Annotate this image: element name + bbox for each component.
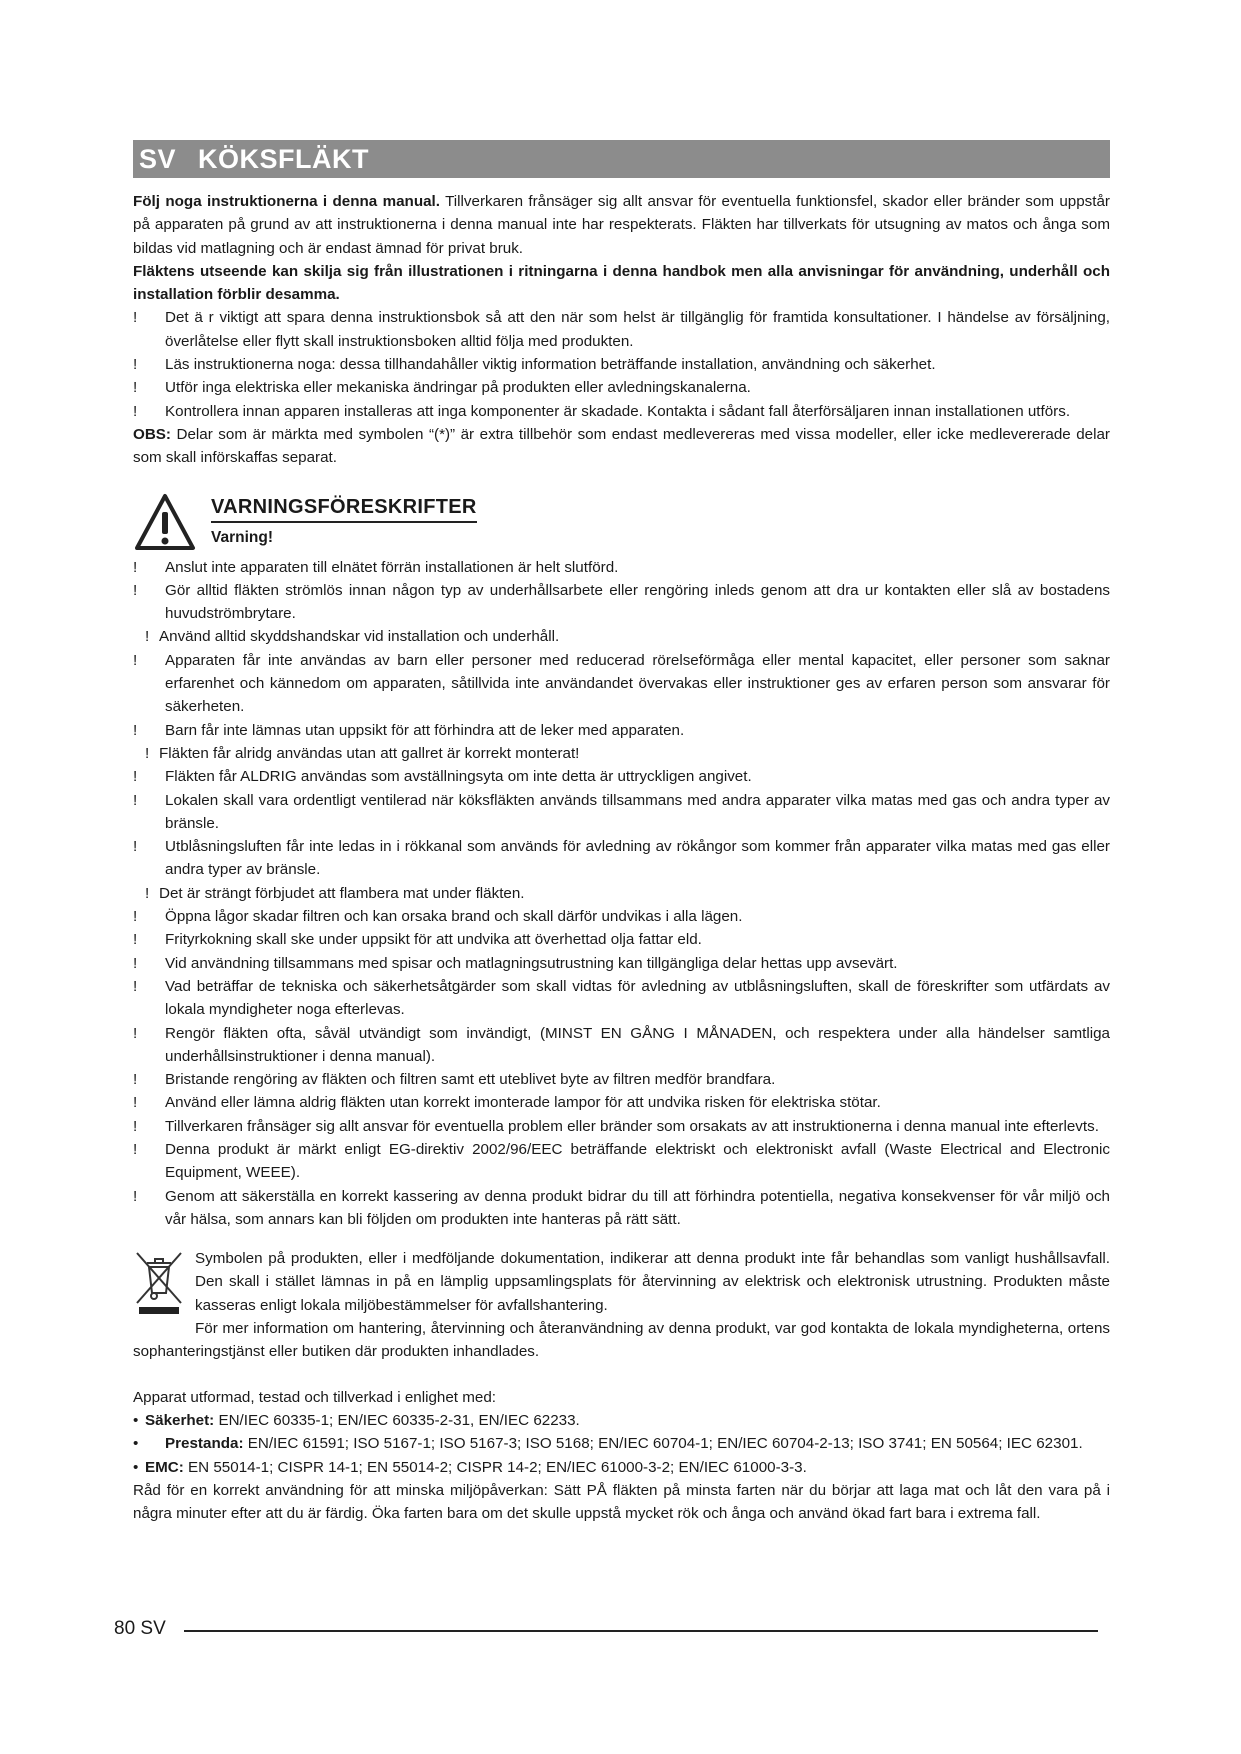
appearance-note: Fläktens utseende kan skilja sig från illustrationen i ritningarna i denna handbok men alla anvisningar för användning, underhåll och installation förblir desamma. (133, 262, 1110, 304)
bullet-marker: ! (133, 908, 138, 926)
bullet-marker: ! (133, 1117, 138, 1135)
bullet-marker: ! (133, 1140, 138, 1158)
bullet-marker: ! (145, 884, 150, 902)
list-item: • EMC: EN 55014-1; CISPR 14-1; EN 55014-2; CISPR 14-2; EN/IEC 61000-3-2; EN/IEC 61000-3-3. (133, 1458, 807, 1476)
warnings-header (133, 492, 1110, 556)
list-item: ! Rengör fläkten ofta, såväl utvändigt som invändigt, (MINST EN GÅNG I MÅNADEN, och respektera under alla händelser samtliga underhållsinstruktioner i denna manual). (133, 1022, 1110, 1069)
weee-section (133, 1247, 1110, 1317)
list-item: ! Apparaten får inte användas av barn eller personer med reducerad rörelseförmåga eller mental kapacitet, eller personer som saknar erfarenhet och kännedom om apparaten, såtillvida inte användandet övervakas eller instruktioner ges av erfaren person som ansvarar för säkerheten. (133, 649, 1110, 719)
bullet-marker: ! (133, 768, 138, 786)
obs-note: OBS: Delar som är märkta med symbolen “(*)” är extra tillbehör som endast medlevereras med vissa modeller, eller icke medlevererade delar som skall införskaffas separat. (133, 425, 1110, 467)
list-item: • Säkerhet: EN/IEC 60335-1; EN/IEC 60335-2-31, EN/IEC 62233. (133, 1412, 580, 1430)
list-item: ! Det ä r viktigt att spara denna instruktionsbok så att den när som helst är tillgänglig för framtida konsultationer. I händelse av försäljning, överlåtelse eller flytt skall instruktionsboken alltid följa med produkten. (133, 306, 1110, 353)
standards-section (133, 1386, 1110, 1526)
weee-text-2: För mer information om hantering, återvinning och återanvändning av denna produkt, var god kontakta de lokala myndigheterna, ortens sophanteringstjänst eller butiken där produkten inhandlades. (133, 1320, 1110, 1361)
page-number: 80 SV (114, 1618, 166, 1639)
list-item: ! Gör alltid fläkten strömlös innan någon typ av underhållsarbete eller rengöring inleds genom att dra ur kontakten eller slå av bostadens huvudströmbrytare. (133, 579, 1110, 626)
bullet-marker: ! (133, 791, 138, 809)
intro-bold: Följ noga instruktionerna i denna manual. (133, 193, 440, 210)
bullet-marker: ! (133, 931, 138, 949)
obs-label: OBS: (133, 425, 171, 443)
intro-text: Tillverkaren frånsäger sig allt ansvar för eventuella funktionsfel, skador eller bränder som uppstår på apparaten på grund av att instruktionerna i denna manual inte har respekterats. Fläkten har tillverkats för utsugning av matos och ånga som bildas vid matlagning och är endast ämnad för privat bruk. (133, 193, 1110, 257)
list-item: ! Denna produkt är märkt enligt EG-direktiv 2002/96/EEC beträffande elektriskt och elektroniskt avfall (Waste Electrical and Electronic Equipment, WEEE). (133, 1138, 1110, 1185)
list-item: ! Frityrkokning skall ske under uppsikt för att undvika att överhettad olja fattar eld. (133, 928, 1110, 951)
list-item: ! Fläkten får alridg användas utan att gallret är korrekt monterat! (133, 742, 1110, 765)
weee-text-1: Symbolen på produkten, eller i medföljande dokumentation, indikerar att denna produkt inte får behandlas som vanligt hushållsavfall. Den skall i stället lämnas in på en lämplig uppsamlingsplats för återvinning av elektrisk och elektronisk utrustning. Produkten måste kasseras enligt lokala miljöbestämmelser för avfallshantering. (195, 1250, 1110, 1314)
bullet-marker: ! (133, 1094, 138, 1112)
bullet-marker: ! (133, 558, 138, 576)
warnings-title: VARNINGSFÖRESKRIFTER (211, 496, 477, 523)
footer-rule (184, 1630, 1098, 1632)
bullet-marker: ! (133, 651, 138, 669)
list-item: ! Anslut inte apparaten till elnätet förrän installationen är helt slutförd. (133, 556, 1110, 579)
intro-paragraph (133, 190, 1110, 260)
bullet-marker: ! (133, 721, 138, 739)
warnings-list (133, 556, 1110, 1232)
section-title: KÖKSFLÄKT (198, 143, 370, 174)
list-item: ! Tillverkaren frånsäger sig allt ansvar för eventuella problem eller bränder som orsakats av att instruktionerna i denna manual inte efterlevts. (133, 1115, 1110, 1138)
list-item: ! Öppna lågor skadar filtren och kan orsaka brand och skall därför undvikas i alla lägen. (133, 905, 1110, 928)
page-footer (114, 1618, 1098, 1640)
list-item: ! Utblåsningsluften får inte ledas in i rökkanal som används för avledning av rökångor som kommer från apparater vilka matas med gas eller andra typer av bränsle. (133, 835, 1110, 882)
list-item: ! Använd alltid skyddshandskar vid installation och underhåll. (133, 625, 1110, 648)
bullet-marker: ! (133, 838, 138, 856)
environment-advice: Råd för en korrekt användning för att minska miljöpåverkan: Sätt PÅ fläkten på minsta farten när du börjar att laga mat och låt den vara på i några minuter efter att du är färdig. Öka farten bara om det skulle uppstå mycket rök och ånga och använd ökad fart bara i extrema fall. (133, 1481, 1110, 1523)
bullet-marker: ! (133, 1187, 138, 1205)
list-item: ! Fläkten får ALDRIG användas som avställningsyta om inte detta är uttryckligen angivet. (133, 765, 1110, 788)
bullet-marker: ! (133, 379, 138, 397)
bullet-marker: ! (133, 402, 138, 420)
list-item: ! Läs instruktionerna noga: dessa tillhandahåller viktig information beträffande installation, användning och säkerhet. (133, 353, 1110, 376)
bullet-marker: ! (133, 977, 138, 995)
crossed-bin-icon (133, 1247, 185, 1317)
bullet-marker: ! (133, 1024, 138, 1042)
intro-bullets (133, 306, 1110, 422)
list-item: ! Vid användning tillsammans med spisar och matlagningsutrustning kan tillgängliga delar hettas upp avsevärt. (133, 952, 1110, 975)
list-item: ! Lokalen skall vara ordentligt ventilerad när köksfläkten används tillsammans med andra apparater vilka matas med gas och andra typer av bränsle. (133, 789, 1110, 836)
bullet-marker: ! (133, 581, 138, 599)
bullet-marker: ! (133, 309, 138, 327)
manual-page (133, 140, 1110, 1526)
bullet-marker: ! (145, 628, 150, 646)
section-title-bar (133, 140, 1110, 178)
list-item: ! Det är strängt förbjudet att flambera mat under fläkten. (133, 882, 1110, 905)
list-item: ! Bristande rengöring av fläkten och filtren samt ett uteblivet byte av filtren medför brandfara. (133, 1068, 1110, 1091)
list-item: ! Utför inga elektriska eller mekaniska ändringar på produkten eller avledningskanalerna. (133, 376, 1110, 399)
warning-triangle-icon (133, 492, 197, 554)
list-item: ! Använd eller lämna aldrig fläkten utan korrekt imonterade lampor för att undvika risken för elektriska stötar. (133, 1091, 1110, 1114)
bullet-marker: ! (133, 356, 138, 374)
standards-intro: Apparat utformad, testad och tillverkad i enlighet med: (133, 1388, 497, 1406)
list-item: ! Vad beträffar de tekniska och säkerhetsåtgärder som skall vidtas för avledning av utblåsningsluften, skall de föreskrifter som utfärdats av lokala myndigheter noga efterlevas. (133, 975, 1110, 1022)
bullet-marker: ! (133, 1071, 138, 1089)
list-item: ! Genom att säkerställa en korrekt kassering av denna produkt bidrar du till att förhindra potentiella, negativa konsekvenser för vår miljö och vår hälsa, som annars kan bli följden om produkten inte hanteras på rätt sätt. (133, 1185, 1110, 1232)
list-item: ! Kontrollera innan apparen installeras att inga komponenter är skadade. Kontakta i sådant fall återförsäljaren innan installationen utförs. (133, 400, 1110, 423)
warnings-subtitle: Varning! (211, 528, 274, 546)
bullet-marker: ! (145, 744, 150, 762)
bullet-marker: ! (133, 954, 138, 972)
list-item: ! Barn får inte lämnas utan uppsikt för att förhindra att de leker med apparaten. (133, 719, 1110, 742)
language-code: SV (139, 143, 177, 174)
list-item: • Prestanda: EN/IEC 61591; ISO 5167-1; ISO 5167-3; ISO 5168; EN/IEC 60704-1; EN/IEC 60704-2-13; ISO 3741; EN 50564; IEC 62301. (133, 1435, 1083, 1453)
